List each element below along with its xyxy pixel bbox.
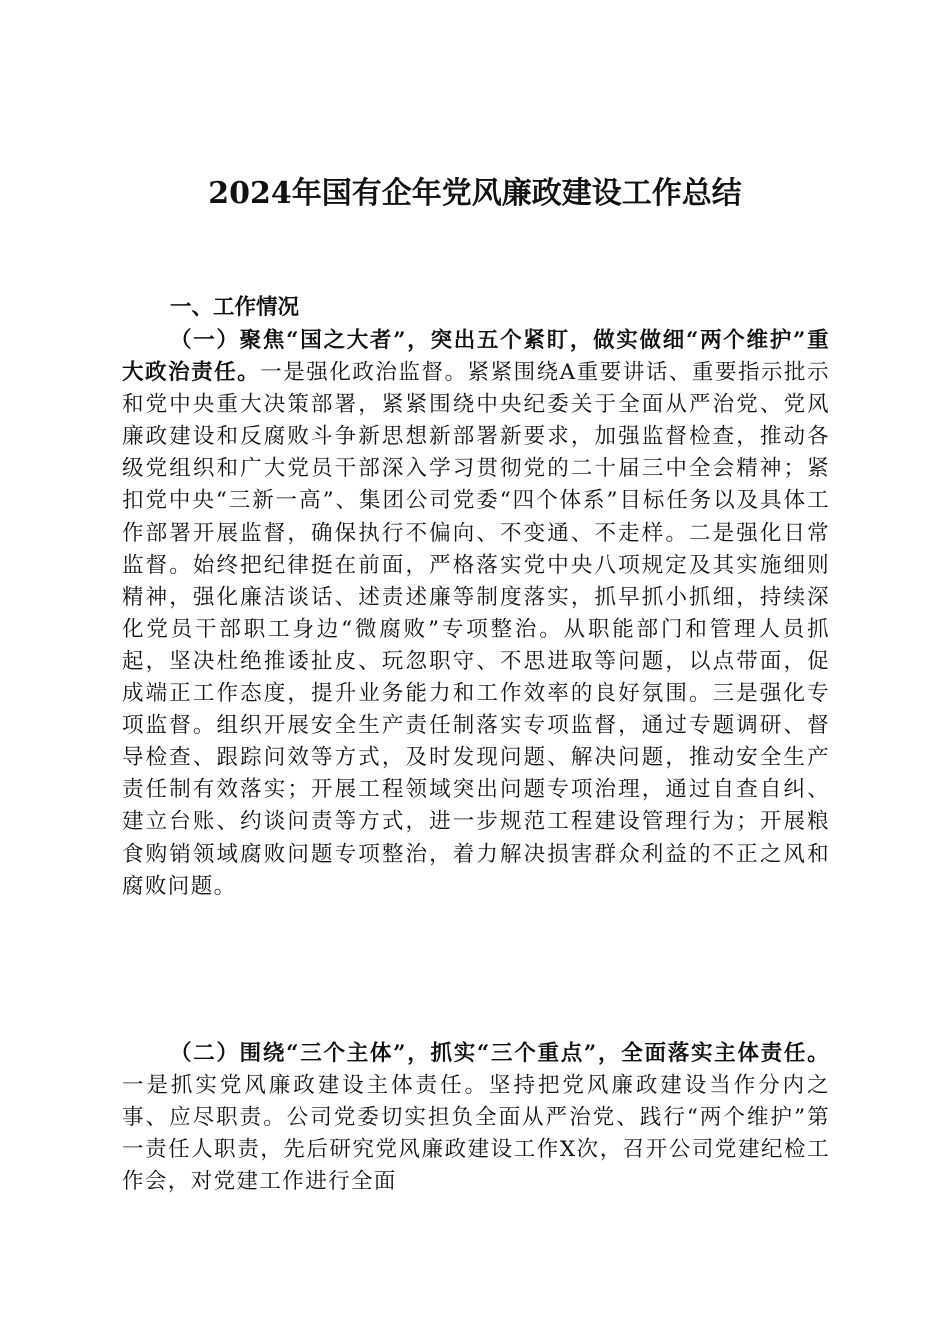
paragraph-1 xyxy=(122,325,830,903)
paragraph-2 xyxy=(122,1038,830,1198)
paragraph-lead: （一）聚焦“国之大者”，突出五个紧盯，做实做细“两个维护”重大政治责任。 xyxy=(122,328,830,386)
paragraph-text xyxy=(122,325,830,903)
paragraph-text xyxy=(122,1038,830,1198)
paragraph-lead: （二）围绕“三个主体”，抓实“三个重点”，全面落实主体责任。 xyxy=(170,1041,830,1066)
section-heading: 一、工作情况 xyxy=(170,295,300,320)
paragraph-body: 一是抓实党风廉政建设主体责任。坚持把党风廉政建设当作分内之事、应尽职责。公司党委切实担负全面从严治党、践行“两个维护”第一责任人职责，先后研究党风廉政建设工作X次，召开公司党建纪检工作会，对党建工作进行全面 xyxy=(122,1073,830,1195)
document-title: 2024年国有企年党风廉政建设工作总结 xyxy=(208,176,742,211)
paragraph-body: 一是强化政治监督。紧紧围绕A重要讲话、重要指示批示和党中央重大决策部署，紧紧围绕中央纪委关于全面从严治党、党风廉政建设和反腐败斗争新思想新部署新要求，加强监督检查，推动各级党组织和广大党员干部深入学习贯彻党的二十届三中全会精神；紧扣党中央“三新一高”、集团公司党委“四个体系”目标任务以及具体工作部署开展监督，确保执行不偏向、不变通、不走样。二是强化日常监督。始终把纪律挺在前面，严格落实党中央八项规定及其实施细则精神，强化廉洁谈话、述责述廉等制度落实，抓早抓小抓细，持续深化党员干部职工身边“微腐败”专项整治。从职能部门和管理人员抓起，坚决杜绝推诿扯皮、玩忽职守、不思进取等问题，以点带面，促成端正工作态度，提升业务能力和工作效率的良好氛围。三是强化专项监督。组织开展安全生产责任制落实专项监督，通过专题调研、督导检查、跟踪问效等方式，及时发现问题、解决问题，推动安全生产责任制有效落实；开展工程领域突出问题专项治理，通过自查自纠、建立台账、约谈问责等方式，进一步规范工程建设管理行为；开展粮食购销领域腐败问题专项整治，着力解决损害群众利益的不正之风和腐败问题。 xyxy=(122,360,830,899)
